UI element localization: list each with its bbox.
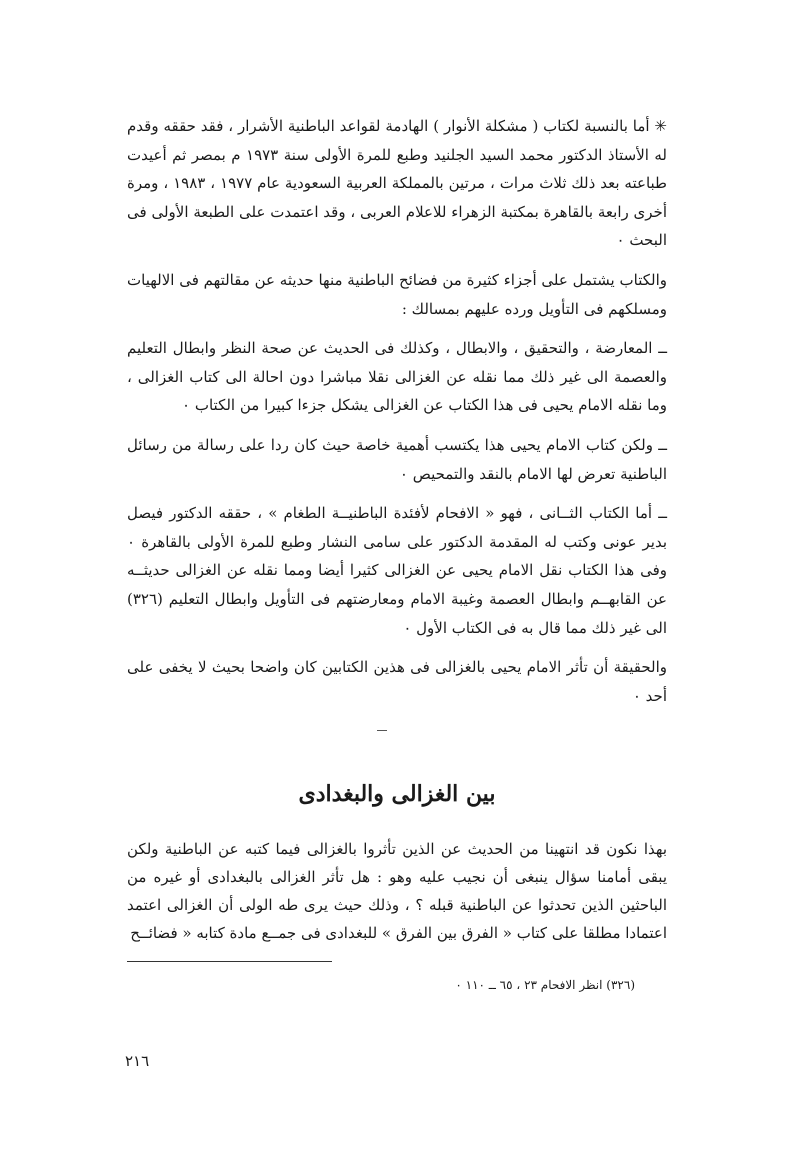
paragraph-gap <box>127 255 667 266</box>
paragraph-conclusion: والحقيقة أن تأثر الامام يحيى بالغزالى فى هذين الكتابين كان واضحا بحيث لا يخفى على أحد ٠ <box>127 658 667 705</box>
paragraph-gap <box>127 323 667 334</box>
section-heading: بين الغزالى والبغدادى <box>298 781 496 808</box>
footnote-rule <box>127 961 332 962</box>
paragraph-gap <box>127 642 667 653</box>
paragraph-gap <box>127 488 667 499</box>
footnote: (٣٢٦) انظر الافحام ٢٣ ، ٦٥ ــ ١١٠ ٠ <box>455 978 635 993</box>
paragraph-gap <box>127 420 667 431</box>
section-divider <box>377 730 387 731</box>
paragraph-mishkat-al-anwar: ✳ أما بالنسبة لكتاب ( مشكلة الأنوار ) الهادمة لقواعد الباطنية الأشرار ، فقد حققه وقدم له الأستاذ الدكتور محمد السيد الجلنيد وطبع للمرة الأولى سنة ١٩٧٣ م بمصر ثم أعيدت طباعته بعد ذلك ثلاث مرات ، مرتين بالمملكة العربية السعودية عام ١٩٧٧ ، ١٩٨٣ ، ومرة أخرى رابعة بالقاهرة بمكتبة الزهراء للاعلام العربى ، وقد اعتمدت على الطبعة الأولى فى البحث ٠ <box>127 117 667 250</box>
paragraph-ghazali-baghdadi: بهذا نكون قد انتهينا من الحديث عن الذين تأثروا بالغزالى فيما كتبه عن الباطنية ولكن يبقى أمامنا سؤال ينبغى أن نجيب عليه وهو : هل تأثر الغزالى بالبغدادى أو غيره من الباحثين الذين تحدثوا عن الباطنية قبله ؟ ، وذلك حيث يرى طه الولى أن الغزالى اعتمد اعتمادا مطلقا على كتاب « الفرق بين الفرق » للبغدادى فى جمــع مادة كتابه « فضائــح <box>127 840 667 943</box>
paragraph-refutation-methods: ــ المعارضة ، والتحقيق ، والابطال ، وكذلك فى الحديث عن صحة النظر وابطال التعليم والعصمة الى غير ذلك مما نقله عن الغزالى نقلا مباشرا دون احالة الى كتاب الغزالى ، وما نقله الامام يحيى فى هذا الكتاب عن الغزالى يشكل جزءا كبيرا من الكتاب ٠ <box>127 339 667 415</box>
page-body <box>127 112 667 994</box>
paragraph-book-contents: والكتاب يشتمل على أجزاء كثيرة من فضائح الباطنية منها حديثه عن مقالتهم فى الالهيات ومسلكهم فى التأويل ورده عليهم بمسالك : <box>127 270 667 318</box>
paragraph-second-book: ــ أما الكتاب الثــانى ، فهو « الافحام لأفئدة الباطنيــة الطغام » ، حققه الدكتور فيصل بدير عونى وكتب له المقدمة الدكتور على سامى النشار وطبع للمرة الأولى بالقاهرة ٠ وفى هذا الكتاب نقل الامام يحيى عن الغزالى كثيرا أيضا ومما نقله عن الغزالى حديثــه عن القابهــم وابطال العصمة وغيبة الامام ومعارضتهم فى التأويل وابطال التعليم (٣٢٦) الى غير ذلك مما قال به فى الكتاب الأول ٠ <box>127 504 667 637</box>
page-number: ٢١٦ <box>125 1052 150 1070</box>
paragraph-book-importance: ــ ولكن كتاب الامام يحيى هذا يكتسب أهمية خاصة حيث كان ردا على رسالة من رسائل الباطنية تعرض لها الامام بالنقد والتمحيص ٠ <box>127 435 667 483</box>
